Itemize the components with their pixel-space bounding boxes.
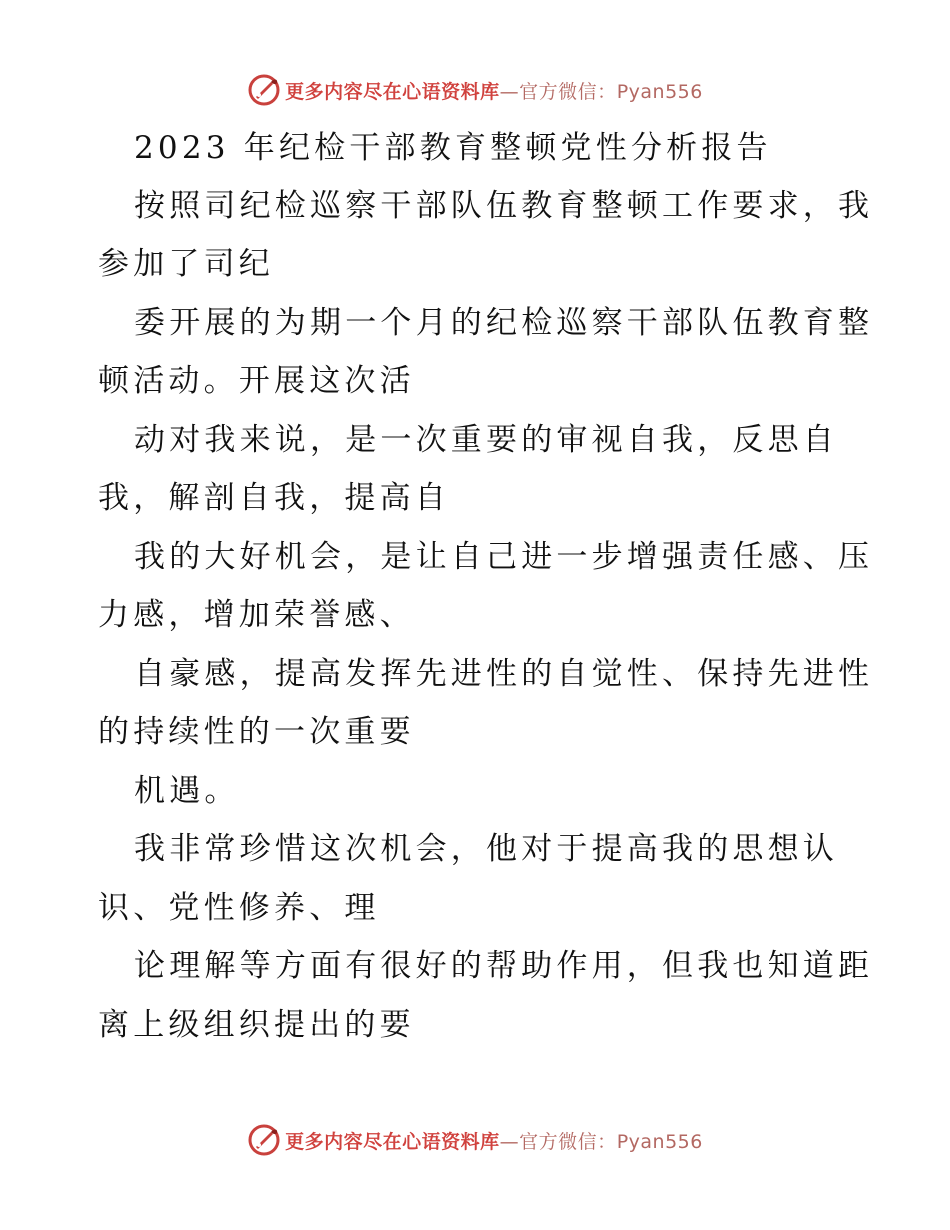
paragraph-line: 顿活动。开展这次活 bbox=[98, 363, 415, 399]
footer-banner bbox=[0, 1120, 950, 1160]
paragraph-line: 的持续性的一次重要 bbox=[98, 714, 415, 750]
banner-wechat-id: Pyan556 bbox=[616, 1130, 703, 1153]
banner-separator: — bbox=[499, 80, 520, 103]
document-title: 2023 年纪检干部教育整顿党性分析报告 bbox=[134, 130, 772, 166]
paragraph-line: 委开展的为期一个月的纪检巡察干部队伍教育整 bbox=[134, 305, 874, 341]
paragraph-line: 我非常珍惜这次机会，他对于提高我的思想认 bbox=[134, 831, 838, 867]
paragraph-line: 论理解等方面有很好的帮助作用，但我也知道距 bbox=[134, 948, 874, 984]
paragraph-line: 按照司纪检巡察干部队伍教育整顿工作要求，我 bbox=[134, 188, 874, 224]
paragraph-line: 力感，增加荣誉感、 bbox=[98, 597, 415, 633]
header-banner bbox=[0, 70, 950, 110]
quill-logo-icon bbox=[247, 73, 281, 107]
paragraph-line: 识、党性修养、理 bbox=[98, 890, 380, 926]
paragraph-line: 自豪感，提高发挥先进性的自觉性、保持先进性 bbox=[134, 656, 874, 692]
banner-site-text: 更多内容尽在心语资料库 bbox=[285, 1130, 500, 1153]
banner-wechat-label: 官方微信： bbox=[519, 80, 617, 103]
banner-text bbox=[285, 1127, 703, 1154]
banner-wechat-id: Pyan556 bbox=[616, 80, 703, 103]
paragraph-line: 我，解剖自我，提高自 bbox=[98, 480, 450, 516]
paragraph-line: 参加了司纪 bbox=[98, 246, 274, 282]
paragraph-line: 动对我来说，是一次重要的审视自我，反思自 bbox=[134, 422, 838, 458]
banner-wechat-label: 官方微信： bbox=[519, 1130, 617, 1153]
paragraph-line: 我的大好机会，是让自己进一步增强责任感、压 bbox=[134, 539, 874, 575]
paragraph-line: 离上级组织提出的要 bbox=[98, 1007, 415, 1043]
banner-text bbox=[285, 77, 703, 104]
banner-site-text: 更多内容尽在心语资料库 bbox=[285, 80, 500, 103]
paragraph-line: 机遇。 bbox=[134, 773, 240, 809]
banner-separator: — bbox=[499, 1130, 520, 1153]
quill-logo-icon bbox=[247, 1123, 281, 1157]
